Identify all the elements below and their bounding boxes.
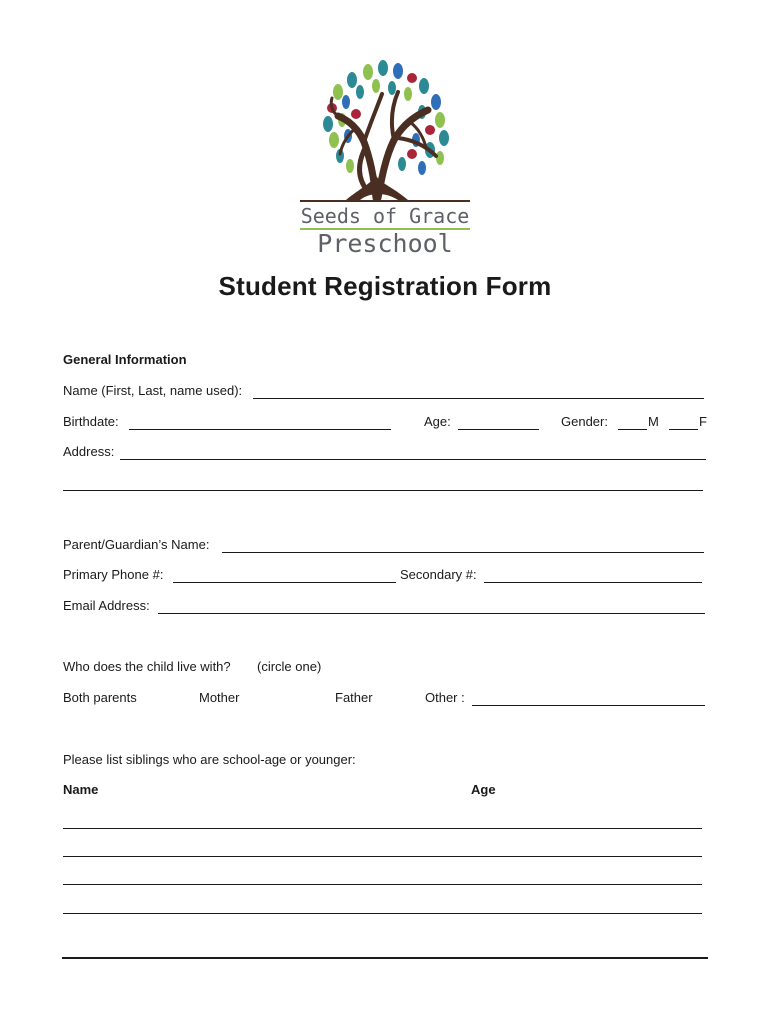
option-other-label[interactable]: Other : — [425, 690, 465, 705]
livewith-hint: (circle one) — [257, 659, 322, 674]
secondary-phone-field[interactable] — [484, 582, 702, 583]
siblings-col-name: Name — [63, 782, 99, 797]
address-field-line2[interactable] — [63, 490, 703, 491]
birthdate-label: Birthdate: — [63, 414, 119, 429]
primary-phone-label: Primary Phone #: — [63, 567, 164, 582]
sibling-row-1[interactable] — [63, 828, 702, 829]
option-father[interactable]: Father — [335, 690, 373, 705]
gender-label: Gender: — [561, 414, 608, 429]
logo-line1: Seeds of Grace — [300, 204, 470, 228]
address-label: Address: — [63, 444, 115, 459]
logo-line2: Preschool — [317, 229, 453, 258]
page-title: Student Registration Form — [218, 271, 552, 301]
gender-m-label: M — [648, 414, 659, 429]
tree-logo-icon — [290, 58, 480, 258]
livewith-question: Who does the child live with? — [63, 659, 231, 674]
parent-name-field[interactable] — [222, 552, 704, 553]
option-both-parents[interactable]: Both parents — [63, 690, 137, 705]
option-mother[interactable]: Mother — [199, 690, 240, 705]
name-label: Name (First, Last, name used): — [63, 383, 243, 398]
other-field[interactable] — [472, 705, 705, 706]
siblings-prompt: Please list siblings who are school-age or younger: — [63, 752, 356, 767]
email-label: Email Address: — [63, 598, 150, 613]
email-field[interactable] — [158, 613, 705, 614]
sibling-row-2[interactable] — [63, 856, 702, 857]
parent-name-label: Parent/Guardian’s Name: — [63, 537, 210, 552]
address-field[interactable] — [120, 459, 706, 460]
age-label: Age: — [424, 414, 451, 429]
siblings-col-age: Age — [471, 782, 496, 797]
birthdate-field[interactable] — [129, 429, 391, 430]
sibling-row-3[interactable] — [63, 884, 702, 885]
secondary-phone-label: Secondary #: — [400, 567, 477, 582]
sibling-row-4[interactable] — [63, 913, 702, 914]
page-bottom-rule — [62, 957, 708, 959]
age-field[interactable] — [458, 429, 539, 430]
gender-f-label: F — [699, 414, 707, 429]
primary-phone-field[interactable] — [173, 582, 396, 583]
general-heading: General Information — [63, 352, 187, 367]
name-field[interactable] — [253, 398, 704, 399]
gender-f-field[interactable] — [669, 429, 698, 430]
school-logo — [290, 58, 480, 258]
gender-m-field[interactable] — [618, 429, 647, 430]
